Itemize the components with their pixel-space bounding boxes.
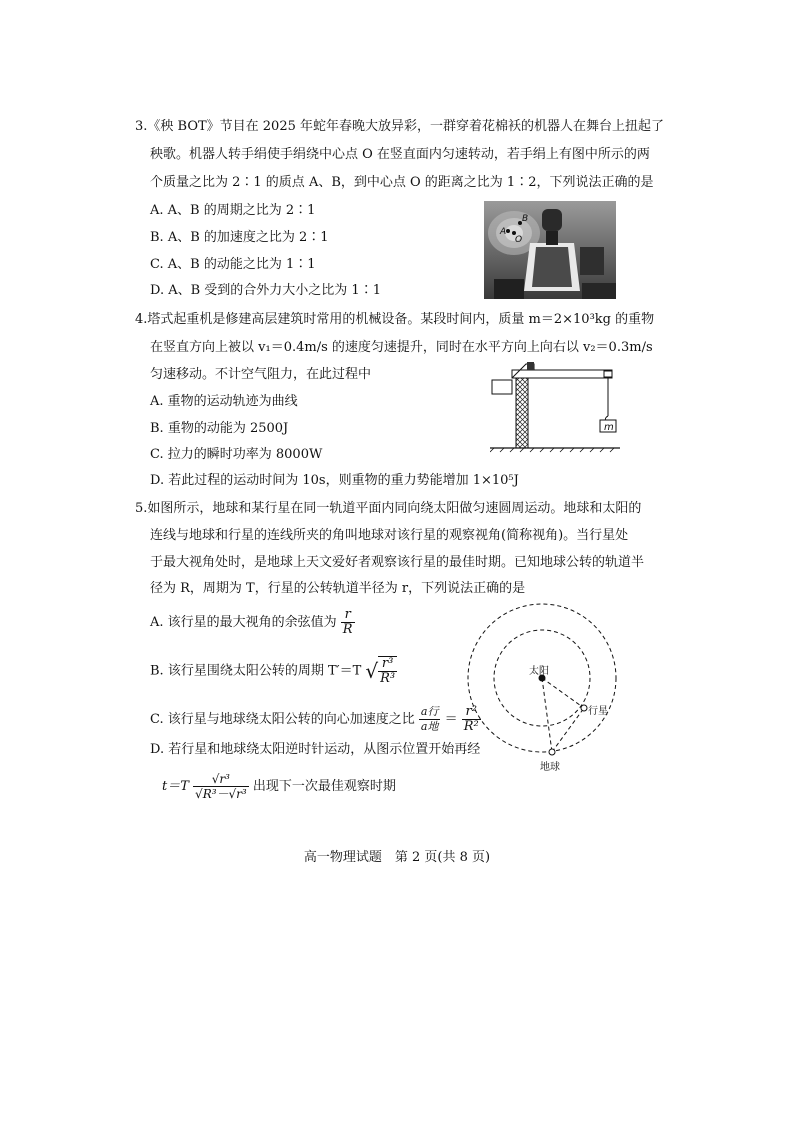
q5-option-c-lden: a地	[420, 720, 439, 733]
q5-option-c	[150, 705, 481, 734]
q5-option-c-text: C. 该行星与地球绕太阳公转的向心加速度之比	[150, 712, 415, 727]
q3-stem-line1: 3.《秧 BOT》节目在 2025 年蛇年春晚大放异彩，一群穿着花棉袄的机器人在舞台上扭起了	[135, 119, 665, 134]
q5-option-a-den: R	[342, 622, 353, 637]
q4-stem-line3: 匀速移动。不计空气阻力，在此过程中	[150, 367, 372, 382]
q5-option-c-lnum: a行	[420, 705, 439, 718]
planet-label: 行星	[588, 706, 608, 717]
q5-option-d-line1: D. 若行星和地球绕太阳逆时针运动，从图示位置开始再经	[150, 742, 481, 757]
q5-option-a-num: r	[341, 608, 355, 623]
q3-option-a: A. A、B 的周期之比为 2∶1	[150, 203, 316, 218]
q5-option-d-num: √r³	[193, 772, 249, 787]
q5-option-d-line2	[162, 772, 396, 801]
q5-option-c-eq: ＝	[444, 712, 458, 727]
q5-option-b-text: B. 该行星围绕太阳公转的周期 T′＝T	[150, 663, 362, 679]
q4-option-d: D. 若此过程的运动时间为 10s，则重物的重力势能增加 1×10⁵J	[150, 473, 519, 488]
robot-photo	[484, 201, 616, 299]
q5-option-b-den: R³	[380, 671, 396, 686]
q5-option-b	[150, 656, 397, 686]
crane-mass-label: m	[604, 422, 614, 433]
q5-option-c-rden: R²	[463, 719, 479, 734]
q3-option-d: D. A、B 受到的合外力大小之比为 1∶1	[150, 283, 381, 298]
q5-option-d-fraction	[193, 772, 249, 801]
planet-dot	[581, 705, 587, 711]
page-footer: 高一物理试题 第 2 页(共 8 页)	[303, 850, 491, 865]
q5-option-d-den: √R³－√r³	[195, 787, 247, 801]
q5-stem-line3: 于最大视角处时，是地球上天文爱好者观察该行星的最佳时期。已知地球公转的轨道半	[150, 555, 645, 570]
q3-option-c: C. A、B 的动能之比为 1∶1	[150, 257, 316, 272]
robot-photo-graphic	[484, 201, 616, 299]
q3-option-b: B. A、B 的加速度之比为 2∶1	[150, 230, 329, 245]
q4-option-b: B. 重物的动能为 2500J	[150, 421, 289, 436]
q4-stem-line2: 在竖直方向上被以 v₁＝0.4m/s 的速度匀速提升，同时在水平方向上向右以 v₂＝0.3m/s	[150, 340, 653, 355]
q5-option-d-t: t＝T	[162, 779, 189, 794]
q5-option-a	[150, 608, 355, 637]
photo-label-b: B	[522, 214, 529, 224]
q4-option-a: A. 重物的运动轨迹为曲线	[150, 394, 298, 409]
radical-sign-icon: √	[365, 659, 379, 683]
photo-label-o: O	[515, 235, 523, 245]
q5-option-b-fraction	[378, 656, 397, 686]
q3-stem-line2: 秧歌。机器人转手绢使手绢绕中心点 O 在竖直面内匀速转动，若手绢上有图中所示的两	[150, 147, 650, 162]
q5-option-d-suffix: 出现下一次最佳观察时期	[252, 779, 396, 794]
orbit-diagram	[464, 596, 624, 776]
crane-diagram	[490, 362, 620, 454]
sun-label: 太阳	[529, 666, 549, 677]
earth-label: 地球	[540, 762, 560, 773]
q5-option-b-num: r³	[378, 657, 397, 672]
q5-option-c-rnum: r²	[462, 705, 481, 720]
q3-stem-line3: 个质量之比为 2∶1 的质点 A、B，到中心点 O 的距离之比为 1∶2，下列说法正确的是	[150, 175, 654, 190]
q5-option-b-radical	[365, 656, 397, 686]
earth-dot	[549, 749, 555, 755]
q5-stem-line2: 连线与地球和行星的连线所夹的角叫地球对该行星的观察视角(简称视角)。当行星处	[150, 528, 629, 543]
q5-option-c-left-fraction	[419, 705, 441, 734]
q5-stem-line1: 5.如图所示，地球和某行星在同一轨道平面内同向绕太阳做匀速圆周运动。地球和太阳的	[135, 501, 642, 516]
q5-option-a-text: A. 该行星的最大视角的余弦值为	[150, 615, 337, 630]
q5-option-a-fraction	[341, 608, 355, 637]
photo-label-a: A	[500, 227, 507, 237]
q4-option-c: C. 拉力的瞬时功率为 8000W	[150, 447, 323, 462]
q4-stem-line1: 4.塔式起重机是修建高层建筑时常用的机械设备。某段时间内，质量 m＝2×10³kg 的重物	[135, 312, 655, 327]
q5-stem-line4: 径为 R，周期为 T，行星的公转轨道半径为 r，下列说法正确的是	[150, 581, 526, 596]
